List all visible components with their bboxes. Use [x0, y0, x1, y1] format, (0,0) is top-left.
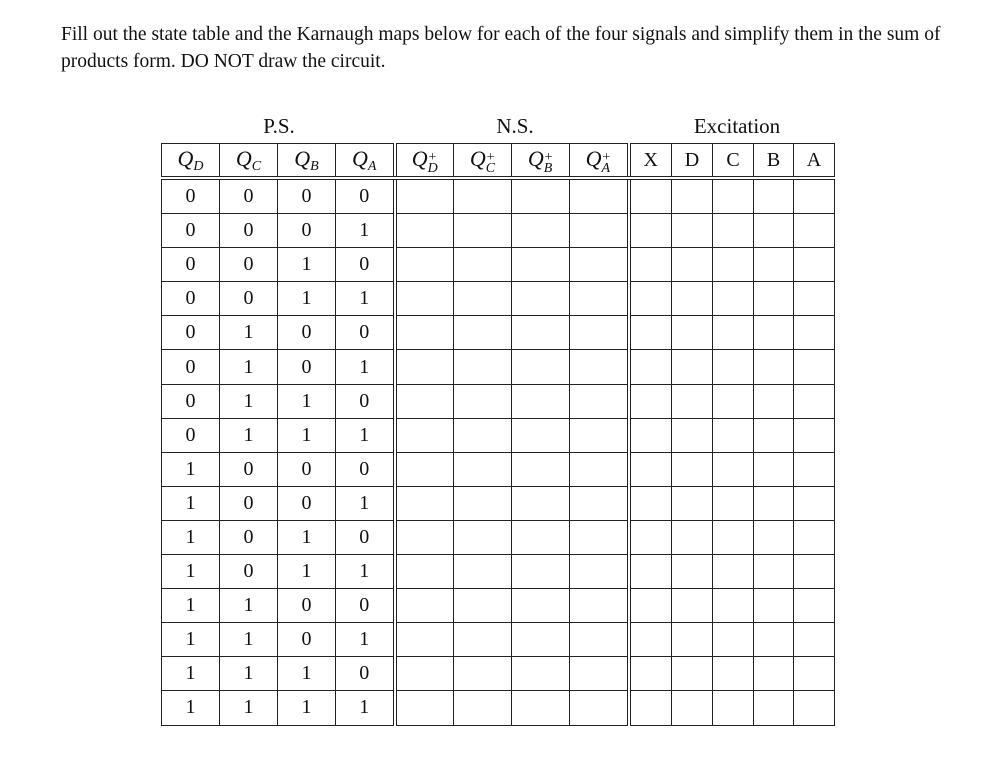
- excitation-cell[interactable]: [713, 384, 754, 418]
- ps-cell: 0: [220, 555, 278, 589]
- ns-cell[interactable]: [395, 282, 454, 316]
- ns-header-c: Q + C: [454, 144, 512, 179]
- exc-header-d: D: [672, 144, 713, 179]
- table-row: [162, 282, 835, 316]
- ns-cell[interactable]: [512, 316, 570, 350]
- ns-cell[interactable]: [454, 350, 512, 384]
- ps-cell: 1: [220, 350, 278, 384]
- excitation-cell[interactable]: [713, 282, 754, 316]
- excitation-cell[interactable]: [672, 520, 713, 554]
- ns-cell[interactable]: [395, 657, 454, 691]
- ns-cell[interactable]: [570, 691, 629, 725]
- ps-cell: 1: [220, 691, 278, 725]
- ps-cell: 1: [162, 452, 220, 486]
- excitation-cell[interactable]: [629, 657, 672, 691]
- ns-cell[interactable]: [454, 178, 512, 214]
- excitation-cell[interactable]: [794, 248, 835, 282]
- ps-cell: 1: [278, 555, 336, 589]
- excitation-cell[interactable]: [754, 178, 794, 214]
- excitation-cell[interactable]: [672, 316, 713, 350]
- ps-cell: 0: [162, 282, 220, 316]
- ns-cell[interactable]: [454, 452, 512, 486]
- ns-cell[interactable]: [570, 282, 629, 316]
- ps-cell: 1: [336, 691, 395, 725]
- excitation-cell[interactable]: [629, 384, 672, 418]
- excitation-cell[interactable]: [629, 418, 672, 452]
- excitation-label: Excitation: [693, 114, 781, 138]
- table-row: [162, 520, 835, 554]
- excitation-cell[interactable]: [629, 691, 672, 725]
- state-table-body: [162, 178, 835, 725]
- excitation-cell[interactable]: [754, 214, 794, 248]
- excitation-cell[interactable]: [754, 316, 794, 350]
- ns-cell[interactable]: [512, 520, 570, 554]
- excitation-cell[interactable]: [794, 657, 835, 691]
- excitation-cell[interactable]: [672, 623, 713, 657]
- ps-cell: 0: [336, 316, 395, 350]
- table-row: [162, 486, 835, 520]
- ps-cell: 0: [336, 248, 395, 282]
- table-row: [162, 178, 835, 214]
- ps-cell: 0: [278, 589, 336, 623]
- ns-cell[interactable]: [512, 418, 570, 452]
- ns-cell[interactable]: [395, 691, 454, 725]
- excitation-cell[interactable]: [713, 589, 754, 623]
- ns-cell[interactable]: [454, 316, 512, 350]
- state-table: [161, 143, 835, 726]
- ns-cell[interactable]: [570, 178, 629, 214]
- ps-cell: 1: [162, 520, 220, 554]
- ps-cell: 0: [278, 623, 336, 657]
- excitation-cell[interactable]: [794, 178, 835, 214]
- ns-cell[interactable]: [454, 623, 512, 657]
- ps-cell: 1: [220, 384, 278, 418]
- ps-cell: 0: [162, 248, 220, 282]
- ps-cell: 0: [220, 452, 278, 486]
- table-row: [162, 555, 835, 589]
- ns-cell[interactable]: [454, 282, 512, 316]
- ns-cell[interactable]: [512, 486, 570, 520]
- ns-cell[interactable]: [570, 384, 629, 418]
- excitation-cell[interactable]: [629, 248, 672, 282]
- ns-cell[interactable]: [454, 520, 512, 554]
- ps-cell: 0: [220, 486, 278, 520]
- ns-cell[interactable]: [570, 350, 629, 384]
- ns-cell[interactable]: [570, 657, 629, 691]
- ps-cell: 0: [336, 452, 395, 486]
- excitation-cell[interactable]: [794, 623, 835, 657]
- ps-cell: 0: [278, 350, 336, 384]
- table-row: [162, 214, 835, 248]
- excitation-cell[interactable]: [713, 350, 754, 384]
- ns-cell[interactable]: [570, 589, 629, 623]
- ns-cell[interactable]: [570, 520, 629, 554]
- ns-cell[interactable]: [454, 214, 512, 248]
- ps-cell: 0: [220, 178, 278, 214]
- ns-cell[interactable]: [395, 452, 454, 486]
- excitation-cell[interactable]: [629, 316, 672, 350]
- ps-cell: 0: [162, 350, 220, 384]
- ns-cell[interactable]: [395, 555, 454, 589]
- ps-cell: 1: [278, 657, 336, 691]
- ps-cell: 0: [162, 316, 220, 350]
- excitation-cell[interactable]: [754, 520, 794, 554]
- ps-cell: 0: [278, 486, 336, 520]
- ps-cell: 1: [162, 589, 220, 623]
- ns-cell[interactable]: [570, 555, 629, 589]
- ps-cell: 1: [162, 623, 220, 657]
- excitation-cell[interactable]: [713, 248, 754, 282]
- ps-cell: 1: [278, 282, 336, 316]
- table-row: [162, 384, 835, 418]
- ps-cell: 0: [278, 316, 336, 350]
- excitation-cell[interactable]: [754, 486, 794, 520]
- ps-cell: 1: [220, 657, 278, 691]
- excitation-cell[interactable]: [794, 555, 835, 589]
- ns-cell[interactable]: [512, 555, 570, 589]
- ps-cell: 1: [162, 657, 220, 691]
- ps-cell: 0: [162, 418, 220, 452]
- ps-cell: 1: [220, 589, 278, 623]
- table-row: [162, 452, 835, 486]
- ns-cell[interactable]: [512, 350, 570, 384]
- table-row: [162, 589, 835, 623]
- excitation-cell[interactable]: [754, 589, 794, 623]
- ns-cell[interactable]: [512, 178, 570, 214]
- ns-cell[interactable]: [570, 418, 629, 452]
- excitation-cell[interactable]: [672, 248, 713, 282]
- next-state-label: N.S.: [496, 114, 534, 138]
- excitation-cell[interactable]: [629, 214, 672, 248]
- excitation-cell[interactable]: [672, 282, 713, 316]
- excitation-cell[interactable]: [672, 486, 713, 520]
- ns-cell[interactable]: [395, 384, 454, 418]
- ns-cell[interactable]: [395, 350, 454, 384]
- excitation-cell[interactable]: [754, 384, 794, 418]
- instructions-text: Fill out the state table and the Karnaugh maps below for each of the four signals and simplify them in the sum of products form. DO NOT draw the circuit.: [61, 24, 941, 72]
- excitation-cell[interactable]: [629, 589, 672, 623]
- ps-cell: 0: [162, 214, 220, 248]
- excitation-cell[interactable]: [794, 282, 835, 316]
- excitation-cell[interactable]: [754, 350, 794, 384]
- ps-cell: 0: [162, 178, 220, 214]
- table-row: [162, 316, 835, 350]
- ns-cell[interactable]: [395, 623, 454, 657]
- ns-cell[interactable]: [395, 418, 454, 452]
- ps-header-c: $Q_C$: [220, 144, 278, 179]
- excitation-cell[interactable]: [794, 350, 835, 384]
- ps-cell: 0: [336, 178, 395, 214]
- ns-cell[interactable]: [570, 214, 629, 248]
- excitation-cell[interactable]: [672, 214, 713, 248]
- ps-cell: 1: [336, 214, 395, 248]
- excitation-cell[interactable]: [672, 178, 713, 214]
- ps-cell: 0: [336, 589, 395, 623]
- ps-cell: 0: [220, 214, 278, 248]
- table-row: [162, 350, 835, 384]
- ps-cell: 1: [162, 486, 220, 520]
- ns-cell[interactable]: [512, 657, 570, 691]
- ns-cell[interactable]: [570, 248, 629, 282]
- excitation-cell[interactable]: [672, 555, 713, 589]
- ps-cell: 1: [162, 691, 220, 725]
- table-row: [162, 657, 835, 691]
- ns-cell[interactable]: [395, 178, 454, 214]
- excitation-cell[interactable]: [794, 486, 835, 520]
- ps-cell: 1: [336, 555, 395, 589]
- excitation-cell[interactable]: [754, 248, 794, 282]
- ns-cell[interactable]: [395, 589, 454, 623]
- ps-cell: 0: [220, 520, 278, 554]
- ns-cell[interactable]: [454, 555, 512, 589]
- table-row: [162, 623, 835, 657]
- excitation-cell[interactable]: [672, 452, 713, 486]
- excitation-cell[interactable]: [794, 589, 835, 623]
- present-state-label: P.S.: [263, 114, 295, 138]
- excitation-cell[interactable]: [672, 657, 713, 691]
- ns-cell[interactable]: [395, 316, 454, 350]
- ps-cell: 0: [220, 282, 278, 316]
- ns-cell[interactable]: [454, 691, 512, 725]
- excitation-cell[interactable]: [754, 555, 794, 589]
- excitation-cell[interactable]: [754, 691, 794, 725]
- excitation-cell[interactable]: [629, 623, 672, 657]
- excitation-cell[interactable]: [754, 452, 794, 486]
- ns-cell[interactable]: [570, 316, 629, 350]
- ps-cell: 1: [278, 418, 336, 452]
- ps-cell: 1: [278, 691, 336, 725]
- ns-cell[interactable]: [454, 589, 512, 623]
- excitation-cell[interactable]: [794, 316, 835, 350]
- excitation-cell[interactable]: [713, 418, 754, 452]
- ns-cell[interactable]: [395, 486, 454, 520]
- ps-cell: 1: [278, 248, 336, 282]
- excitation-cell[interactable]: [713, 691, 754, 725]
- excitation-cell[interactable]: [754, 657, 794, 691]
- ps-cell: 1: [162, 555, 220, 589]
- excitation-cell[interactable]: [672, 691, 713, 725]
- ns-cell[interactable]: [512, 452, 570, 486]
- ps-cell: 0: [336, 384, 395, 418]
- ps-cell: 0: [336, 520, 395, 554]
- excitation-cell[interactable]: [629, 452, 672, 486]
- ns-cell[interactable]: [512, 282, 570, 316]
- ns-cell[interactable]: [512, 384, 570, 418]
- excitation-cell[interactable]: [713, 520, 754, 554]
- ps-cell: 1: [336, 418, 395, 452]
- excitation-cell[interactable]: [629, 178, 672, 214]
- ns-cell[interactable]: [512, 691, 570, 725]
- ns-cell[interactable]: [512, 623, 570, 657]
- ps-header-a: $Q_A$: [336, 144, 395, 179]
- ps-cell: 1: [220, 316, 278, 350]
- ns-cell[interactable]: [512, 589, 570, 623]
- ps-cell: 1: [336, 486, 395, 520]
- excitation-cell[interactable]: [713, 657, 754, 691]
- excitation-cell[interactable]: [754, 623, 794, 657]
- exc-header-a: A: [794, 144, 835, 179]
- exc-header-b: B: [754, 144, 794, 179]
- ps-cell: 0: [278, 214, 336, 248]
- excitation-cell[interactable]: [629, 486, 672, 520]
- ps-cell: 0: [278, 452, 336, 486]
- ns-header-b: Q + B: [512, 144, 570, 179]
- ns-cell[interactable]: [454, 418, 512, 452]
- ns-cell[interactable]: [512, 214, 570, 248]
- excitation-cell[interactable]: [713, 316, 754, 350]
- excitation-cell[interactable]: [754, 282, 794, 316]
- excitation-cell[interactable]: [794, 691, 835, 725]
- excitation-cell[interactable]: [629, 282, 672, 316]
- ps-cell: 0: [336, 657, 395, 691]
- ns-cell[interactable]: [570, 452, 629, 486]
- excitation-cell[interactable]: [629, 555, 672, 589]
- ns-cell[interactable]: [454, 486, 512, 520]
- ps-header-b: $Q_B$: [278, 144, 336, 179]
- excitation-cell[interactable]: [713, 452, 754, 486]
- ns-cell[interactable]: [395, 520, 454, 554]
- ns-cell[interactable]: [395, 248, 454, 282]
- excitation-cell[interactable]: [672, 589, 713, 623]
- ps-cell: 0: [278, 178, 336, 214]
- ps-cell: 1: [336, 350, 395, 384]
- excitation-cell[interactable]: [672, 384, 713, 418]
- excitation-cell[interactable]: [713, 555, 754, 589]
- excitation-cell[interactable]: [794, 418, 835, 452]
- excitation-cell[interactable]: [794, 452, 835, 486]
- ps-header-d: $Q_D$: [162, 144, 220, 179]
- ps-cell: 0: [162, 384, 220, 418]
- ns-cell[interactable]: [454, 248, 512, 282]
- ns-header-a: Q + A: [570, 144, 629, 179]
- ps-cell: 1: [220, 418, 278, 452]
- ps-cell: 1: [278, 384, 336, 418]
- excitation-cell[interactable]: [672, 418, 713, 452]
- excitation-cell[interactable]: [754, 418, 794, 452]
- ns-cell[interactable]: [395, 214, 454, 248]
- table-row: [162, 248, 835, 282]
- header-row: [162, 144, 835, 179]
- excitation-cell[interactable]: [713, 486, 754, 520]
- ns-cell[interactable]: [454, 657, 512, 691]
- table-row: [162, 418, 835, 452]
- excitation-cell[interactable]: [629, 520, 672, 554]
- ns-cell[interactable]: [570, 623, 629, 657]
- ps-cell: 1: [278, 520, 336, 554]
- excitation-cell[interactable]: [713, 214, 754, 248]
- exc-header-c: C: [713, 144, 754, 179]
- exc-header-x: X: [629, 144, 672, 179]
- ns-header-d: Q + D: [395, 144, 454, 179]
- table-row: [162, 691, 835, 725]
- ns-cell[interactable]: [570, 486, 629, 520]
- excitation-cell[interactable]: [713, 623, 754, 657]
- excitation-cell[interactable]: [713, 178, 754, 214]
- ns-cell[interactable]: [454, 384, 512, 418]
- excitation-cell[interactable]: [672, 350, 713, 384]
- excitation-cell[interactable]: [629, 350, 672, 384]
- ps-cell: 1: [336, 623, 395, 657]
- excitation-cell[interactable]: [794, 520, 835, 554]
- ns-cell[interactable]: [512, 248, 570, 282]
- excitation-cell[interactable]: [794, 214, 835, 248]
- excitation-cell[interactable]: [794, 384, 835, 418]
- ps-cell: 1: [336, 282, 395, 316]
- ps-cell: 1: [220, 623, 278, 657]
- ps-cell: 0: [220, 248, 278, 282]
